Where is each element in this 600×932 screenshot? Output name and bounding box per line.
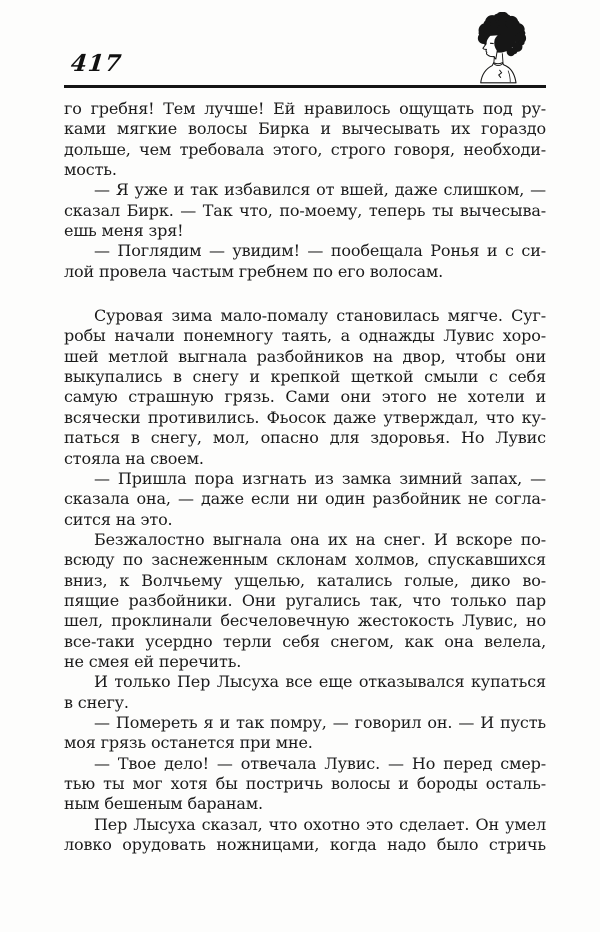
text-line: самую страшную грязь. Сами они этого не хотели и: [64, 387, 546, 407]
text-line: выкупались в снегу и крепкой щеткой смыли с себя: [64, 367, 546, 387]
text-line: лой провела частым гребнем по его волосам.: [64, 261, 444, 281]
text-line: робы начали понемногу таять, а однажды Лувис хоро-: [64, 326, 546, 346]
text-line: дольше, чем требовала этого, строго говоря, необходи-: [64, 139, 546, 159]
text-line: паться в снегу, мол, опасно для здоровья. Но Лувис: [64, 428, 546, 448]
paragraph: [64, 530, 546, 672]
paragraph: [64, 815, 546, 856]
paragraph: [64, 99, 546, 180]
text-line: шей метлой выгнала разбойников на двор, чтобы они: [64, 346, 546, 366]
text-line: стояла на своем.: [64, 448, 204, 468]
text-line: тью ты мог хотя бы постричь волосы и бороды осталь-: [64, 774, 546, 793]
text-line: всячески противились. Фьосок даже утверждал, что ку-: [64, 407, 546, 427]
text-line: го гребня! Тем лучше! Ей нравилось ощущать под ру-: [64, 99, 546, 118]
text-line: — Твое дело! — отвечала Лувис. — Но перед смер-: [94, 753, 546, 773]
paragraph: [64, 180, 546, 241]
text-line: шел, проклинали бесчеловечную жестокость Лувис, но: [64, 611, 546, 631]
text-line: сказала она, — даже если ни один разбойник не согла-: [64, 489, 546, 509]
text-line: пящие разбойники. Они ругались так, что только пар: [64, 590, 546, 610]
text-line: — Помереть я и так помру, — говорил он. — И пусть: [94, 712, 546, 732]
paragraph: [64, 713, 546, 754]
text-line: — Я уже и так избавился от вшей, даже слишком, —: [94, 180, 546, 200]
paragraph: [64, 241, 546, 282]
text-line: моя грязь останется при мне.: [64, 733, 313, 753]
paragraph: [64, 469, 546, 530]
text-line: всюду по заснеженным склонам холмов, спускавшихся: [64, 550, 546, 570]
page-number: 417: [69, 50, 124, 77]
text-line: ловко орудовать ножницами, когда надо было стричь: [64, 835, 546, 855]
page-body: [64, 99, 546, 855]
text-line: ками мягкие волосы Бирка и вычесывать их гораздо: [64, 119, 546, 139]
paragraph: [64, 306, 546, 469]
paragraph: [64, 754, 546, 815]
text-line: не смея ей перечить.: [64, 651, 242, 671]
text-line: ным бешеным баранам.: [64, 794, 263, 814]
text-line: мость.: [64, 160, 117, 180]
text-line: Безжалостно выгнала она их на снег. И вскоре по-: [94, 529, 546, 549]
text-line: Пер Лысуха сказал, что охотно это сделает. Он умел: [94, 814, 546, 834]
text-line: — Пришла пора изгнать из замка зимний запах, —: [94, 468, 546, 488]
child-head-illustration: [462, 12, 534, 86]
text-line: сказал Бирк. — Так что, по-моему, теперь ты вычесыва-: [64, 200, 546, 220]
header-rule: [64, 85, 546, 88]
paragraph: [64, 672, 546, 713]
text-line: все-таки усердно терли себя снегом, как она велела,: [64, 631, 546, 651]
text-line: Суровая зима мало-помалу становилась мягче. Суг-: [94, 306, 546, 326]
text-line: сится на это.: [64, 509, 173, 529]
text-line: в снегу.: [64, 692, 129, 712]
text-line: ешь меня зря!: [64, 221, 184, 241]
text-line: И только Пер Лысуха все еще отказывался купаться: [94, 672, 546, 692]
text-line: — Поглядим — увидим! — пообещала Ронья и с си-: [94, 241, 546, 261]
text-line: вниз, к Волчьему ущелью, катались голые, дико во-: [64, 570, 546, 590]
